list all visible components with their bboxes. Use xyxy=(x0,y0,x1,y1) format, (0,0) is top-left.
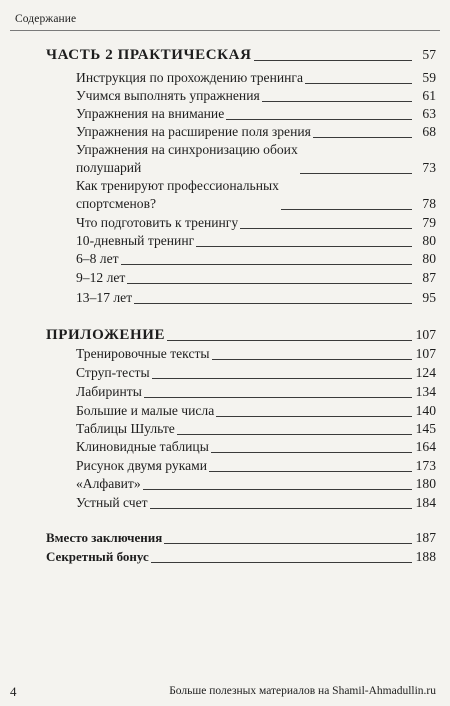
toc-page: 95 xyxy=(422,290,436,305)
toc-page: 187 xyxy=(415,530,436,545)
toc-page: 145 xyxy=(415,421,436,436)
toc-page: 80 xyxy=(422,251,436,266)
toc-title-line: полушарий xyxy=(76,160,142,175)
toc-entry xyxy=(0,69,450,87)
toc-page: 180 xyxy=(415,476,436,491)
toc-title: Клиновидные таблицы xyxy=(76,439,209,454)
toc-page: 164 xyxy=(415,439,436,454)
toc-page: 57 xyxy=(422,47,436,62)
toc-title: Упражнения на внимание xyxy=(76,106,225,121)
toc-title xyxy=(76,141,298,177)
toc-leader xyxy=(151,562,412,563)
toc-entry xyxy=(0,214,450,232)
toc-title: Что подготовить к тренингу xyxy=(76,215,239,230)
toc-leader xyxy=(240,228,412,229)
toc-page: 134 xyxy=(415,384,436,399)
toc-page: 188 xyxy=(415,549,436,564)
header-rule xyxy=(10,30,440,31)
toc-entry xyxy=(0,457,450,475)
toc-entry xyxy=(0,123,450,141)
toc-page: 184 xyxy=(415,495,436,510)
toc-title: 6–8 лет xyxy=(76,251,119,266)
toc-leader xyxy=(177,434,412,435)
toc-entry xyxy=(0,475,450,493)
toc-entry xyxy=(0,438,450,456)
toc-entry xyxy=(0,105,450,123)
toc-page: 107 xyxy=(415,327,436,342)
toc-title: Инструкция по прохождению тренинга xyxy=(76,70,304,85)
toc-title: Рисунок двумя руками xyxy=(76,458,208,473)
toc-title: 10-дневный тренинг xyxy=(76,233,195,248)
toc-leader xyxy=(164,543,412,544)
toc-leader xyxy=(262,101,412,102)
toc-title: Таблицы Шульте xyxy=(76,421,175,436)
toc-title-line: Как тренируют профессиональных xyxy=(76,178,279,193)
toc-entry xyxy=(0,345,450,363)
toc-leader xyxy=(150,508,412,509)
toc-bonus xyxy=(0,548,450,566)
toc-leader xyxy=(300,173,412,174)
toc-entry xyxy=(0,141,450,177)
toc-entry xyxy=(0,289,450,307)
toc-title: Упражнения на расширение поля зрения xyxy=(76,124,311,139)
toc-page: 140 xyxy=(415,403,436,418)
page-number: 4 xyxy=(10,684,17,699)
toc-title: Вместо заключения xyxy=(46,530,163,545)
toc-entry xyxy=(0,364,450,382)
toc-page: 68 xyxy=(422,124,436,139)
toc-title: Устный счет xyxy=(76,495,148,510)
toc-leader xyxy=(211,452,412,453)
toc-entry xyxy=(0,232,450,250)
toc-page: 107 xyxy=(415,346,436,361)
toc-title: Большие и малые числа xyxy=(76,403,215,418)
toc-entry xyxy=(0,383,450,401)
toc-page: 80 xyxy=(422,233,436,248)
toc-leader xyxy=(209,471,412,472)
toc-leader xyxy=(121,264,412,265)
toc-leader xyxy=(127,283,412,284)
toc-title: ПРИЛОЖЕНИЕ xyxy=(46,327,166,343)
toc-entry xyxy=(0,87,450,105)
toc-conclusion xyxy=(0,529,450,547)
toc-title xyxy=(76,177,279,213)
toc-title-line: Упражнения на синхронизацию обоих xyxy=(76,142,298,157)
toc-page: 78 xyxy=(422,196,436,211)
running-head: Содержание xyxy=(15,13,77,25)
toc-entry xyxy=(0,420,450,438)
toc-appendix xyxy=(0,326,450,344)
toc-leader xyxy=(313,137,412,138)
toc-title: Лабиринты xyxy=(76,384,142,399)
toc-leader xyxy=(143,489,412,490)
toc-leader xyxy=(226,119,412,120)
toc-entry xyxy=(0,494,450,512)
toc-page: 59 xyxy=(422,70,436,85)
toc-title: Секретный бонус xyxy=(46,549,149,564)
toc-title: 13–17 лет xyxy=(76,290,133,305)
toc-page: 73 xyxy=(422,160,436,175)
toc-page: 63 xyxy=(422,106,436,121)
toc-entry xyxy=(0,269,450,287)
toc-title: ЧАСТЬ 2 ПРАКТИЧЕСКАЯ xyxy=(46,47,252,63)
toc-leader xyxy=(152,378,412,379)
toc-title: Струп-тесты xyxy=(76,365,150,380)
toc-leader xyxy=(196,246,412,247)
toc-leader xyxy=(305,83,412,84)
toc-page: 79 xyxy=(422,215,436,230)
toc-leader xyxy=(212,359,412,360)
toc-entry xyxy=(0,402,450,420)
toc-title: «Алфавит» xyxy=(76,476,141,491)
toc-page: 87 xyxy=(422,270,436,285)
toc-leader xyxy=(216,416,412,417)
toc-leader xyxy=(144,397,412,398)
toc-title: 9–12 лет xyxy=(76,270,126,285)
toc-leader xyxy=(167,340,412,341)
toc-page: 173 xyxy=(415,458,436,473)
toc-entry xyxy=(0,250,450,268)
toc-part-2 xyxy=(0,46,450,64)
toc-title: Тренировочные тексты xyxy=(76,346,210,361)
toc-page: 124 xyxy=(415,365,436,380)
toc-title-line: спортсменов? xyxy=(76,196,157,211)
toc-page: 61 xyxy=(422,88,436,103)
toc-leader xyxy=(254,60,412,61)
toc-leader xyxy=(134,303,412,304)
toc-entry xyxy=(0,177,450,213)
toc-title: Учимся выполнять упражнения xyxy=(76,88,260,103)
footer-promo-text: Больше полезных материалов на Shamil-Ahmadullin.ru xyxy=(169,685,436,697)
toc-leader xyxy=(281,209,412,210)
